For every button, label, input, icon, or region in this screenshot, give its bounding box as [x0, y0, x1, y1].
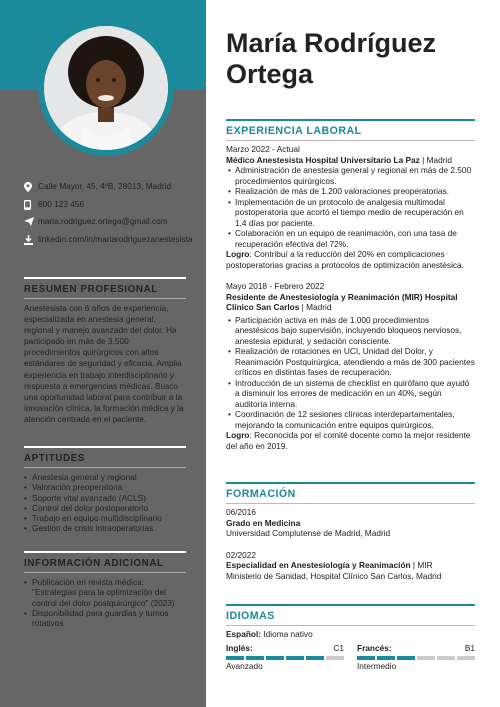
contact-block — [24, 181, 194, 251]
extra-title: INFORMACIÓN ADICIONAL — [24, 558, 164, 569]
section-divider — [24, 551, 186, 553]
linkedin-text[interactable]: linkedin.com/in/mariarodriguezanestesista — [38, 233, 193, 244]
email-text[interactable]: maria.rodriguez.ortega@gmail.com — [38, 216, 168, 226]
job-achievement — [226, 430, 475, 451]
native-language — [226, 629, 475, 640]
education-degree: Grado en Medicina — [226, 517, 301, 528]
section-underline — [24, 572, 186, 573]
language-level-bar — [226, 656, 344, 660]
phone-text: 600 123 456 — [38, 198, 85, 209]
language-item — [357, 643, 475, 672]
list-item: • Soporte vital avanzado (ACLS) — [24, 493, 186, 503]
language-name: Francés: — [357, 642, 392, 653]
languages-section — [226, 604, 475, 672]
level-segment — [266, 656, 284, 660]
level-segment — [417, 656, 435, 660]
page-title — [226, 28, 436, 90]
section-divider — [226, 482, 475, 484]
extra-section — [24, 551, 186, 628]
section-underline — [226, 503, 475, 504]
job-entry — [226, 281, 475, 451]
experience-section — [226, 119, 475, 451]
list-item: • Valoración preoperatoria — [24, 482, 186, 492]
level-segment — [457, 656, 475, 660]
level-segment — [286, 656, 304, 660]
email-icon — [24, 216, 38, 226]
job-role: Médico Anestesista Hospital Universitario La Paz — [226, 154, 420, 165]
language-level-code: B1 — [464, 642, 475, 653]
skills-list — [24, 472, 186, 534]
native-label: Español: — [226, 629, 262, 639]
job-bullets — [228, 315, 475, 431]
section-underline — [24, 467, 186, 468]
section-underline — [24, 298, 186, 299]
native-value: Idioma nativo — [261, 629, 313, 639]
level-segment — [246, 656, 264, 660]
skills-section — [24, 446, 186, 534]
skills-title: APTITUDES — [24, 453, 85, 464]
achievement-text: : Reconocida por el comité docente como la mejor residente del año en 2019. — [226, 430, 471, 451]
education-date: 02/2022 — [226, 549, 256, 560]
level-segment — [306, 656, 324, 660]
section-divider — [226, 119, 475, 121]
linkedin-icon — [24, 234, 38, 245]
list-item: • Introducción de un sistema de checklist en quirófano que ayudó a disminuir los errores de medicación en un 40%, según auditoría interna. — [228, 378, 475, 410]
list-item: • Disponibilidad para guardias y turnos rotativos — [24, 608, 186, 629]
contact-linkedin — [24, 234, 194, 245]
education-entry — [226, 550, 475, 582]
contact-phone — [24, 199, 194, 210]
job-role: Residente de Anestesiología y Reanimación (MIR) Hospital Clínico San Carlos — [226, 291, 458, 312]
job-entry — [226, 144, 475, 270]
achievement-label: Logro — [226, 249, 250, 259]
job-achievement — [226, 249, 475, 270]
experience-title: EXPERIENCIA LABORAL — [226, 125, 362, 137]
level-segment — [326, 656, 344, 660]
section-underline — [226, 625, 475, 626]
level-segment — [357, 656, 375, 660]
list-item: • Trabajo en equipo multidisciplinario — [24, 513, 186, 523]
education-school: Universidad Complutense de Madrid, Madrid — [226, 528, 391, 538]
list-item: • Realización de rotaciones en UCI, Unidad del Dolor, y Reanimación Postquirúrgica, atendiendo a más de 300 pacientes críticos en distintas fases de recuperación. — [228, 346, 475, 378]
language-level-name: Avanzado — [226, 660, 263, 671]
language-level-name: Intermedio — [357, 660, 397, 671]
level-segment — [226, 656, 244, 660]
level-segment — [377, 656, 395, 660]
education-title: FORMACIÓN — [226, 488, 296, 500]
job-bullets — [228, 165, 475, 249]
extra-list — [24, 577, 186, 628]
list-item: • Implementación de un protocolo de analgesia multimodal postoperatoria que acortó el tiempo medio de recuperación en 1,4 días por paciente. — [228, 197, 475, 229]
list-item: • Administración de anestesia general y regional en más de 2.500 procedimientos quirúrgicos. — [228, 165, 475, 186]
education-date: 06/2016 — [226, 507, 256, 517]
education-entry — [226, 507, 475, 539]
language-levels — [226, 643, 475, 672]
profile-photo — [44, 26, 168, 150]
job-city: | Madrid — [299, 302, 332, 312]
languages-title: IDIOMAS — [226, 610, 275, 622]
name-line-1: María Rodríguez — [226, 28, 437, 58]
section-divider — [24, 446, 186, 448]
list-item: • Publicación en revista médica: "Estrategias para la optimización del control del dolor postquirúrgico" (2023) — [24, 577, 186, 608]
list-item: • Coordinación de 12 sesiones clínicas interdepartamentales, mejorando la comunicación entre equipos quirúrgicos. — [228, 409, 475, 430]
address-text: Calle Mayor, 45, 4ºB, 28013, Madrid — [38, 181, 172, 191]
language-item — [226, 643, 344, 672]
education-section — [226, 482, 475, 581]
job-city: | Madrid — [419, 154, 452, 165]
profile-section — [24, 277, 186, 425]
education-degree: Especialidad en Anestesiología y Reanimación — [226, 560, 411, 570]
language-level-bar — [357, 656, 475, 660]
list-item: • Control del dolor postoperatorio — [24, 503, 186, 513]
section-divider — [24, 277, 186, 279]
achievement-label: Logro — [226, 430, 250, 440]
language-level-code: C1 — [333, 642, 344, 653]
list-item: • Realización de más de 1.200 valoraciones preoperatorias. — [228, 186, 475, 197]
location-icon — [24, 181, 38, 192]
language-name: Inglés: — [226, 642, 253, 653]
list-item: • Anestesia general y regional — [24, 472, 186, 482]
contact-address — [24, 181, 194, 192]
contact-email — [24, 216, 194, 227]
name-line-2: Ortega — [226, 59, 314, 89]
education-school: Ministerio de Sanidad, Hospital Clínico San Carlos, Madrid — [226, 570, 442, 581]
achievement-text: : Contribuí a la reducción del 20% en complicaciones postoperatorias gracias a protocolos de optimización anestésica. — [226, 249, 464, 270]
education-extra: | MIR — [410, 560, 433, 570]
section-underline — [226, 140, 475, 141]
phone-icon — [24, 199, 38, 210]
level-segment — [437, 656, 455, 660]
job-dates: Marzo 2022 - Actual — [226, 144, 300, 154]
job-dates: Mayo 2018 - Febrero 2022 — [226, 281, 325, 291]
profile-title: RESUMEN PROFESIONAL — [24, 284, 158, 295]
list-item: • Gestión de crisis intraoperatorias — [24, 523, 186, 533]
level-segment — [397, 656, 415, 660]
list-item: • Participación activa en más de 1.000 procedimientos anestésicos bajo supervisión, incluyendo bloqueos nerviosos, anestesia epidural, y sedación consciente. — [228, 315, 475, 347]
list-item: • Colaboración en un equipo de reanimación, con una tasa de recuperación efectiva del 72%. — [228, 228, 475, 249]
section-divider — [226, 604, 475, 606]
profile-text: Anestesista con 6 años de experiencia, especializada en anestesia general, regional y manejo avanzado del dolor. Ha participado en más de 3.500 procedimientos quirúrgicos con altos estándares de seguridad y eficacia. Amplia experiencia en trabajo interdisciplinario y respuesta a emergencias médicas. Busco una oportunidad laboral para contribuir a la innovación clínica, la formación médica y la atención centrada en el paciente. — [24, 303, 184, 424]
